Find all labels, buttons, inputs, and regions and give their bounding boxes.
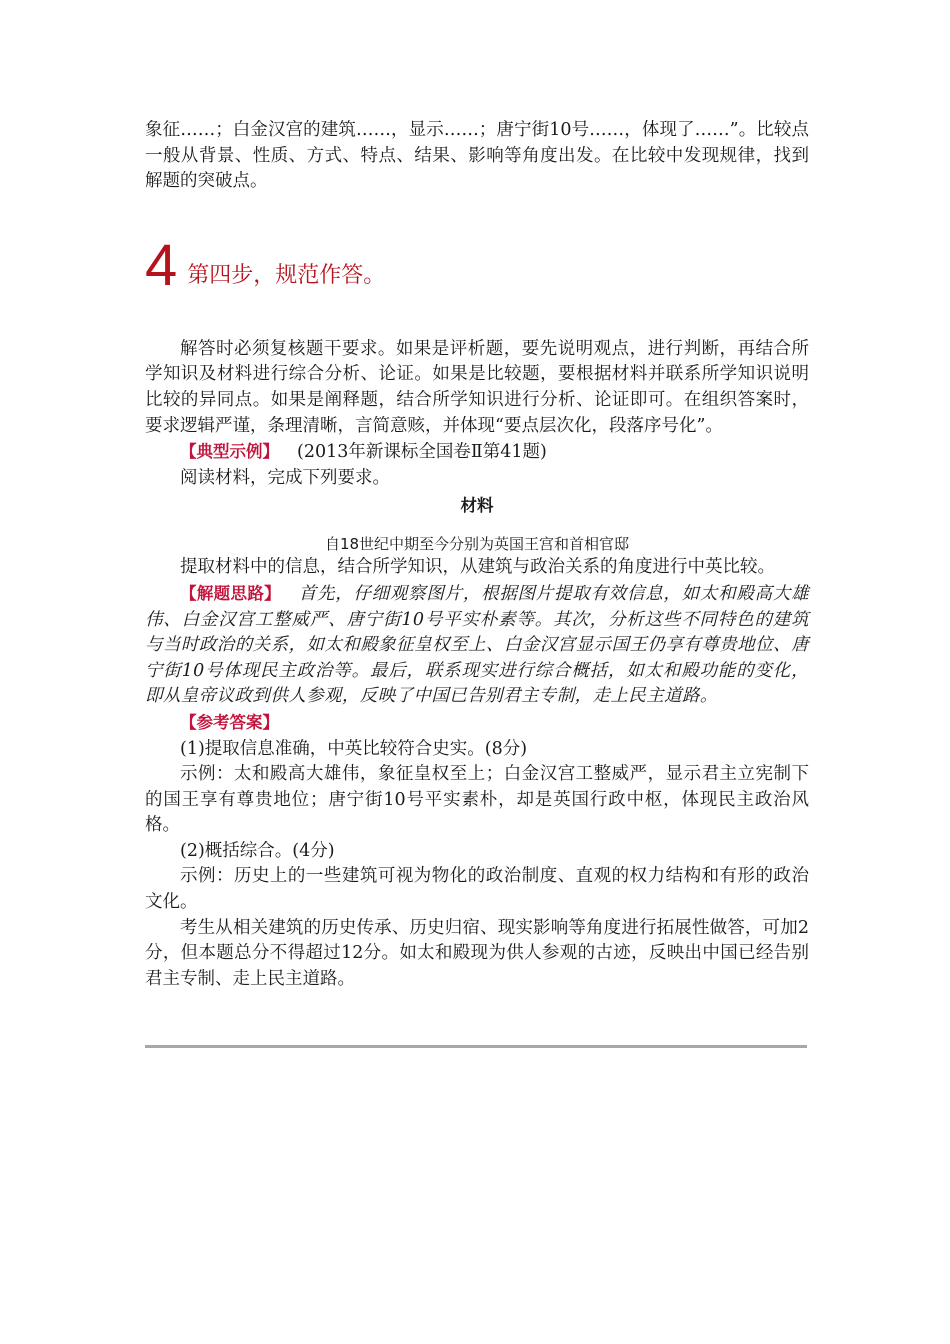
thinking-text: 首先，仔细观察图片，根据图片提取有效信息，如太和殿高大雄伟、白金汉宫工整威严、唐宁街10号平实朴素等。其次，分析这些不同特色的建筑与当时政治的关系，如太和殿象征皇权至上、白金汉宫显示国王仍享有尊贵地位、唐宁街10号体现民主政治等。最后，联系现实进行综合概括，如太和殿功能的变化，即从皇帝议政到供人参观，反映了中国已告别君主专制，走上民主道路。 [145, 583, 809, 707]
example-line [145, 439, 809, 466]
example-question: 提取材料中的信息，结合所学知识，从建筑与政治关系的角度进行中英比较。 [180, 557, 775, 578]
spacer [145, 291, 809, 337]
reference-point-1: (1)提取信息准确，中英比较符合史实。(8分) [180, 738, 528, 759]
example-tag: 【典型示例】 [180, 442, 279, 462]
intro-paragraph: 象征……；白金汉宫的建筑……，显示……；唐宁街10号……，体现了……”。比较点一般从背景、性质、方式、特点、结果、影响等角度出发。在比较中发现规律，找到解题的突破点。 [145, 120, 809, 192]
material-caption: 自18世纪中期至今分别为英国王宫和首相官邸 [324, 535, 630, 554]
thinking-tag: 【解题思路】 [180, 583, 282, 603]
answer-rule-paragraph: 解答时必须复核题干要求。如果是评析题，要先说明观点，进行判断，再结合所学知识及材料进行综合分析、论证。如果是比较题，要根据材料并联系所学知识说明比较的异同点。如果是阐释题，结合所学知识进行分析、论证即可。在组织答案时，要求逻辑严谨，条理清晰，言简意赅，并体现“要点层次化，段落序号化”。 [145, 338, 809, 436]
example-instruction: 阅读材料，完成下列要求。 [180, 467, 390, 488]
reference-example-2: 示例：历史上的一些建筑可视为物化的政治制度、直观的权力结构和有形的政治文化。 [145, 866, 809, 913]
reference-line [145, 710, 809, 737]
reference-point-2: (2)概括综合。(4分) [180, 840, 335, 861]
reference-example-1: 示例：太和殿高大雄伟，象征皇权至上；白金汉宫工整威严，显示君主立宪制下的国王享有尊贵地位；唐宁街10号平实素朴，却是英国行政中枢，体现民主政治风格。 [145, 764, 809, 836]
thinking-paragraph [145, 581, 809, 710]
step-heading [145, 231, 809, 298]
material-title: 材料 [460, 496, 494, 516]
step-title: 第四步，规范作答。 [187, 262, 386, 288]
document-page [145, 118, 809, 992]
step-number: 4 [145, 232, 178, 298]
example-source: (2013年新课标全国卷Ⅱ第41题) [297, 442, 547, 463]
reference-tag: 【参考答案】 [180, 712, 279, 732]
reference-extra: 考生从相关建筑的历史传承、历史归宿、现实影响等角度进行拓展性做答，可加2分，但本题总分不得超过12分。如太和殿现为供人参观的古迹，反映出中国已经告别君主专制、走上民主道路。 [145, 917, 809, 989]
bottom-rule [145, 1045, 807, 1048]
